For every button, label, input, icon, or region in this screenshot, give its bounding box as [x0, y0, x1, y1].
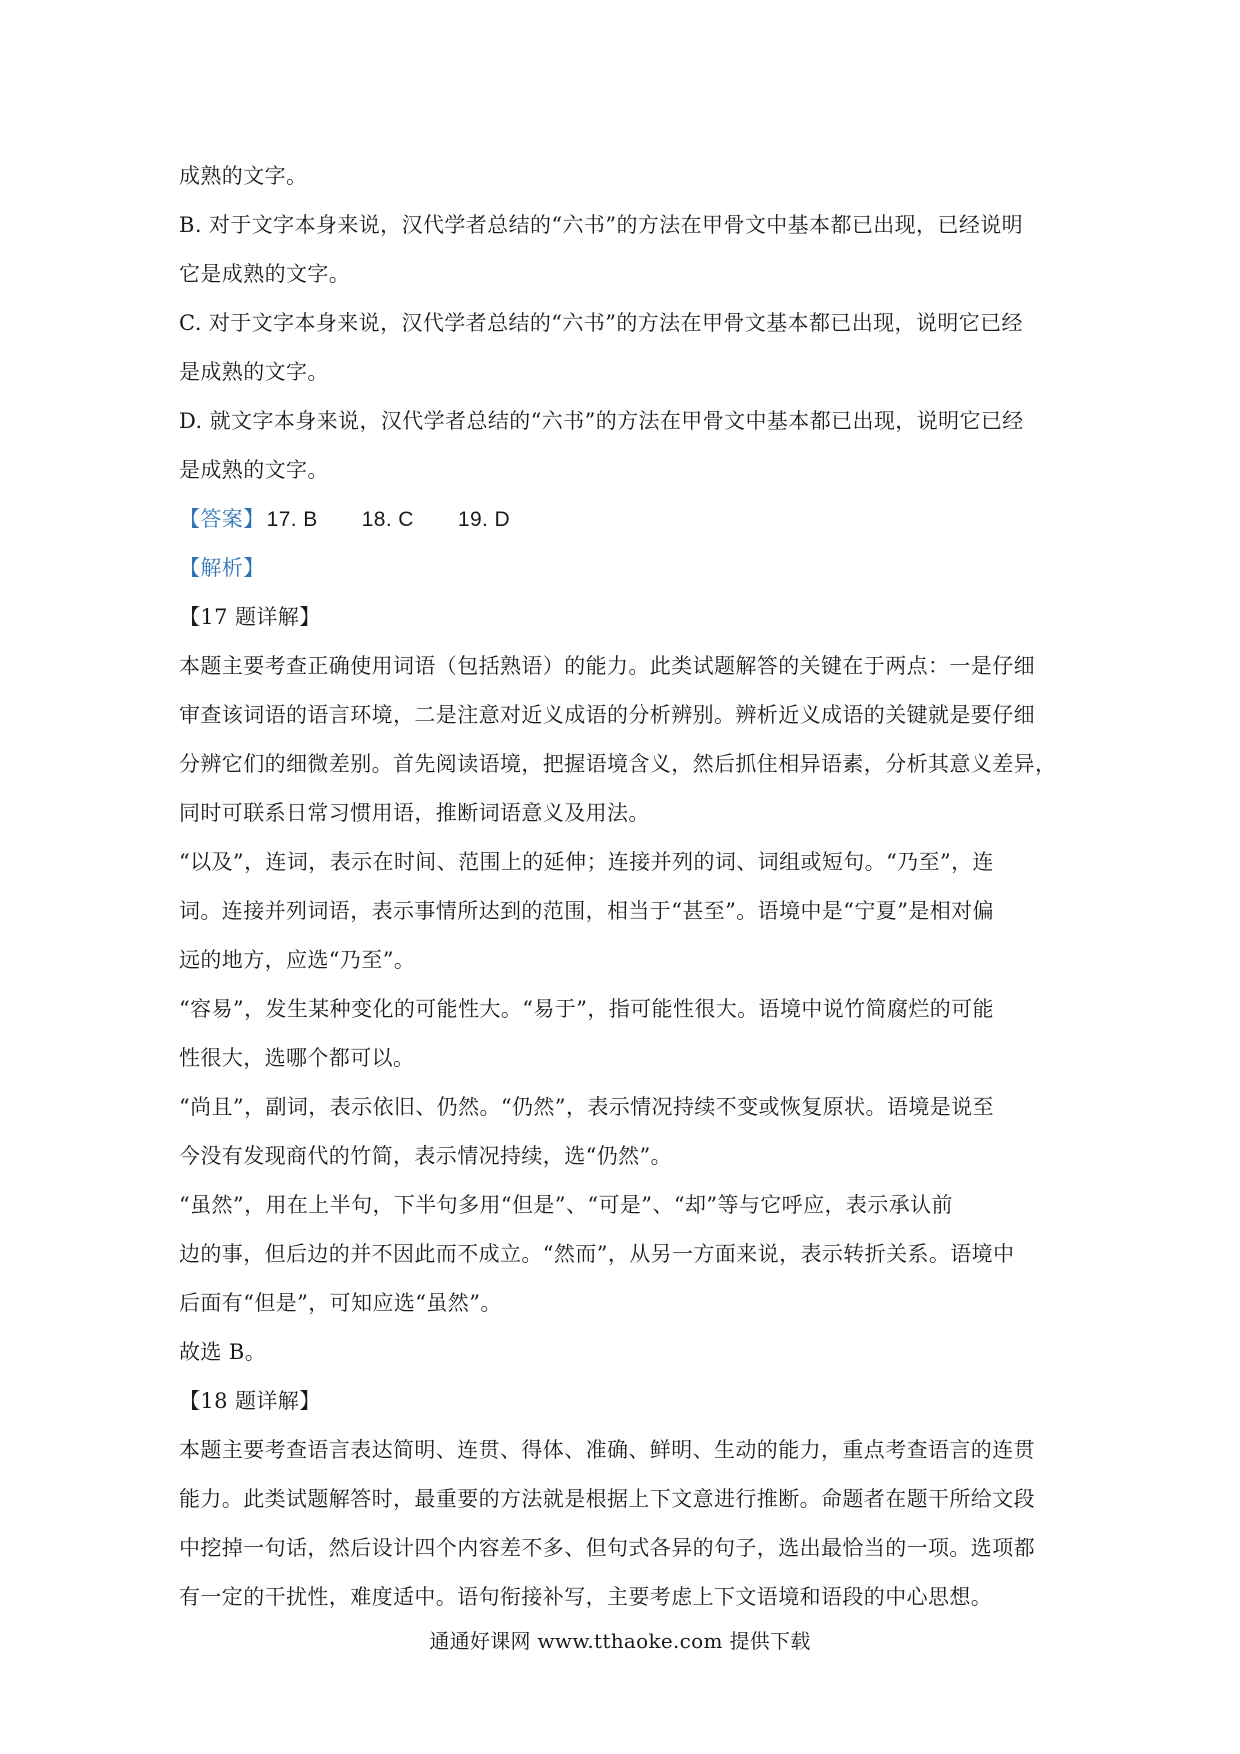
q18-p1-line-1: 本题主要考查语言表达简明、连贯、得体、准确、鲜明、生动的能力，重点考查语言的连贯 — [179, 1438, 1035, 1462]
answer-17: 17. B — [266, 508, 318, 531]
option-c-line-1: C. 对于文字本身来说，汉代学者总结的“六书”的方法在甲骨文基本都已出现，说明它已经 — [179, 311, 1023, 335]
q17-heading: 【17 题详解】 — [179, 605, 321, 629]
answer-18: 18. C — [361, 508, 414, 531]
q18-p1-line-2: 能力。此类试题解答时，最重要的方法就是根据上下文意进行推断。命题者在题干所给文段 — [179, 1487, 1035, 1511]
option-a-continuation: 成熟的文字。 — [179, 164, 308, 188]
q17-p1-line-3: 分辨它们的细微差别。首先阅读语境，把握语境含义，然后抓住相异语素，分析其意义差异， — [179, 752, 1057, 776]
q17-p1-line-2: 审查该词语的语言环境，二是注意对近义成语的分析辨别。辨析近义成语的关键就是要仔细 — [179, 703, 1035, 727]
answer-19: 19. D — [457, 508, 511, 531]
q17-p3-line-2: 性很大，选哪个都可以。 — [179, 1046, 415, 1070]
answer-label: 【答案】 — [179, 507, 265, 531]
option-b-line-2: 它是成熟的文字。 — [179, 262, 351, 286]
q18-p1-line-4: 有一定的干扰性，难度适中。语句衔接补写，主要考虑上下文语境和语段的中心思想。 — [179, 1585, 993, 1609]
analysis-label: 【解析】 — [179, 556, 265, 580]
q17-p5-line-2: 边的事，但后边的并不因此而不成立。“然而”，从另一方面来说，表示转折关系。语境中 — [179, 1242, 1015, 1266]
q18-heading: 【18 题详解】 — [179, 1389, 321, 1413]
q17-p4-line-2: 今没有发现商代的竹简，表示情况持续，选“仍然”。 — [179, 1144, 673, 1168]
option-d-line-1: D. 就文字本身来说，汉代学者总结的“六书”的方法在甲骨文中基本都已出现，说明它已经 — [179, 409, 1024, 433]
answer-row — [179, 495, 1074, 544]
option-c-line-2: 是成熟的文字。 — [179, 360, 329, 384]
q17-p2-line-3: 远的地方，应选“乃至”。 — [179, 948, 416, 972]
option-b-line-1: B. 对于文字本身来说，汉代学者总结的“六书”的方法在甲骨文中基本都已出现，已经说明 — [179, 213, 1024, 237]
q17-p5-line-1: “虽然”，用在上半句，下半句多用“但是”、“可是”、“却”等与它呼应，表示承认前 — [179, 1193, 953, 1217]
q18-p1-line-3: 中挖掉一句话，然后设计四个内容差不多、但句式各异的句子，选出最恰当的一项。选项都 — [179, 1536, 1035, 1560]
document-body — [179, 152, 1074, 1622]
q17-p2-line-1: “以及”，连词，表示在时间、范围上的延伸；连接并列的词、词组或短句。“乃至”，连 — [179, 850, 994, 874]
option-d-line-2: 是成熟的文字。 — [179, 458, 329, 482]
q17-p5-line-3: 后面有“但是”，可知应选“虽然”。 — [179, 1291, 502, 1315]
q17-conclusion: 故选 B。 — [179, 1340, 267, 1364]
page-footer: 通通好课网 www.tthaoke.com 提供下载 — [429, 1629, 811, 1653]
q17-p4-line-1: “尚且”，副词，表示依旧、仍然。“仍然”，表示情况持续不变或恢复原状。语境是说至 — [179, 1095, 994, 1119]
q17-p1-line-4: 同时可联系日常习惯用语，推断词语意义及用法。 — [179, 801, 650, 825]
q17-p2-line-2: 词。连接并列词语，表示事情所达到的范围，相当于“甚至”。语境中是“宁夏”是相对偏 — [179, 899, 994, 923]
q17-p1-line-1: 本题主要考查正确使用词语（包括熟语）的能力。此类试题解答的关键在于两点：一是仔细 — [179, 654, 1035, 678]
q17-p3-line-1: “容易”，发生某种变化的可能性大。“易于”，指可能性很大。语境中说竹简腐烂的可能 — [179, 997, 994, 1021]
